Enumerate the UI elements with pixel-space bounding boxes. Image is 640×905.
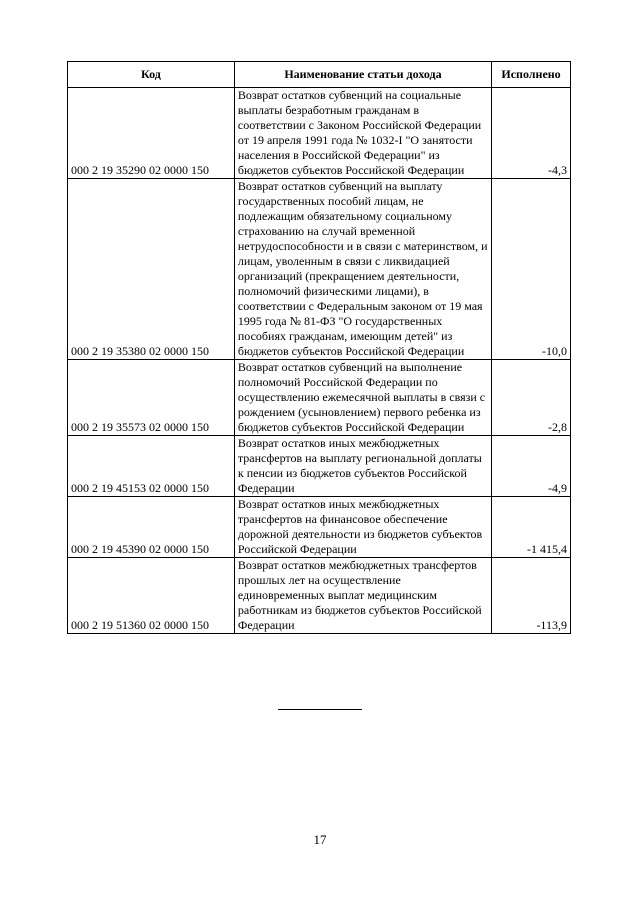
row-executed: -1 415,4	[492, 497, 571, 558]
table-row	[68, 497, 571, 558]
row-name: Возврат остатков субвенций на социальные выплаты безработным гражданам в соответствии с Законом Российской Федерации от 19 апреля 1991 года № 1032-I "О занятости населения в Российской Федерации" из бюджетов субъектов Российской Федерации	[234, 88, 491, 179]
row-code: 000 2 19 45153 02 0000 150	[68, 436, 235, 497]
row-name: Возврат остатков субвенций на выплату государственных пособий лицам, не подлежащим обязательному социальному страхованию на случай временной нетрудоспособности и в связи с материнством, и лицам, уволенным в связи с ликвидацией организаций (прекращением деятельности, полномочий физическими лицами), в соответствии с Федеральным законом от 19 мая 1995 года № 81-ФЗ "О государственных пособиях гражданам, имеющим детей" из бюджетов субъектов Российской Федерации	[234, 179, 491, 360]
row-code: 000 2 19 45390 02 0000 150	[68, 497, 235, 558]
table-row	[68, 558, 571, 634]
page-number: 17	[313, 832, 327, 847]
table-row	[68, 436, 571, 497]
row-name: Возврат остатков межбюджетных трансфертов прошлых лет на осуществление единовременных выплат медицинским работникам из бюджетов субъектов Российской Федерации	[234, 558, 491, 634]
row-executed: -4,3	[492, 88, 571, 179]
row-name: Возврат остатков иных межбюджетных трансфертов на выплату региональной доплаты к пенсии из бюджетов субъектов Российской Федерации	[234, 436, 491, 497]
row-code: 000 2 19 35573 02 0000 150	[68, 360, 235, 436]
row-name: Возврат остатков субвенций на выполнение полномочий Российской Федерации по осуществлению ежемесячной выплаты в связи с рождением (усыновлением) первого ребенка из бюджетов субъектов Российской Федерации	[234, 360, 491, 436]
table-row	[68, 88, 571, 179]
row-executed: -4,9	[492, 436, 571, 497]
column-header-executed: Исполнено	[492, 62, 571, 88]
column-header-name: Наименование статьи дохода	[234, 62, 491, 88]
row-code: 000 2 19 35380 02 0000 150	[68, 179, 235, 360]
table-row	[68, 179, 571, 360]
table-header-row	[68, 62, 571, 88]
row-executed: -10,0	[492, 179, 571, 360]
row-name: Возврат остатков иных межбюджетных трансфертов на финансовое обеспечение дорожной деятельности из бюджетов субъектов Российской Федерации	[234, 497, 491, 558]
row-executed: -113,9	[492, 558, 571, 634]
separator-rule	[278, 709, 362, 710]
row-code: 000 2 19 51360 02 0000 150	[68, 558, 235, 634]
revenue-table	[67, 61, 571, 634]
row-executed: -2,8	[492, 360, 571, 436]
column-header-code: Код	[68, 62, 235, 88]
row-code: 000 2 19 35290 02 0000 150	[68, 88, 235, 179]
table-row	[68, 360, 571, 436]
